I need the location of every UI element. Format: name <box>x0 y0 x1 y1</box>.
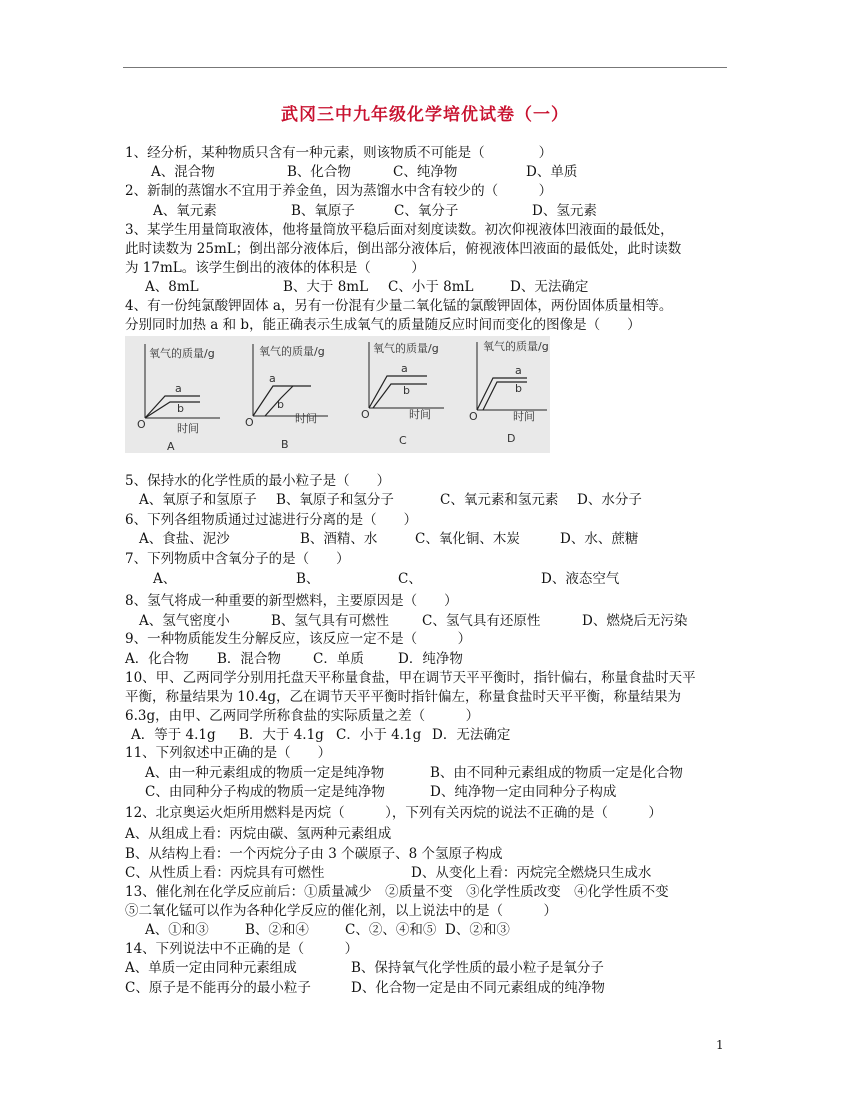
q1-option-d: D、单质 <box>526 164 578 180</box>
q8-option-a: A、氢气密度小 <box>139 613 230 629</box>
q12-option-a: A、从组成上看：丙烷由碳、氢两种元素组成 <box>125 826 392 842</box>
graph-b-curve-b: b <box>277 398 284 411</box>
q3-option-c: C、小于 8mL <box>388 279 474 295</box>
q1-option-c: C、纯净物 <box>393 164 458 180</box>
question-1-stem: 1、经分析，某种物质只含有一种元素，则该物质不可能是（ ） <box>125 145 553 161</box>
graph-d-curve-b: b <box>515 382 522 395</box>
question-2-stem: 2、新制的蒸馏水不宜用于养金鱼，因为蒸馏水中含有较少的（ ） <box>125 183 553 199</box>
graph-a-label: A <box>167 440 175 453</box>
graph-b-xlabel: 时间 <box>295 412 317 425</box>
q7-option-a: A、 <box>153 571 177 587</box>
q1-option-a: A、混合物 <box>151 164 215 180</box>
q10-option-b: B．大于 4.1g <box>239 727 324 743</box>
q8-option-c: C、氢气具有还原性 <box>422 613 541 629</box>
q4-graph-a <box>125 336 225 453</box>
q10-option-a: A．等于 4.1g <box>131 727 216 743</box>
q10-option-c: C．小于 4.1g <box>336 727 422 743</box>
q14-option-a: A、单质一定由同种元素组成 <box>125 960 297 976</box>
q2-option-c: C、氧分子 <box>394 203 459 219</box>
question-11-stem: 11、下列叙述中正确的是（ ） <box>125 745 332 761</box>
q8-option-b: B、氢气具有可燃性 <box>271 613 389 629</box>
question-3-line-2: 此时读数为 25mL；倒出部分液体后，倒出部分液体后，俯视液体凹液面的最低处，此时读数 <box>125 241 682 257</box>
graph-c-curve-b: b <box>403 384 410 397</box>
question-14-stem: 14、下列说法中不正确的是（ ） <box>125 941 359 957</box>
q5-option-a: A、氧原子和氢原子 <box>139 492 257 508</box>
graph-d-ylabel: 氧气的质量/g <box>483 340 549 353</box>
question-13-line-1: 13、催化剂在化学反应前后：①质量减少 ②质量不变 ③化学性质改变 ④化学性质不变 <box>125 884 669 900</box>
q5-option-d: D、水分子 <box>577 492 642 508</box>
q9-option-d: D．纯净物 <box>398 651 463 667</box>
question-13-line-2: ⑤二氧化锰可以作为各种化学反应的催化剂，以上说法中的是（ ） <box>125 903 557 919</box>
q12-option-b: B、从结构上看：一个丙烷分子由 3 个碳原子、8 个氢原子构成 <box>125 846 503 862</box>
q6-option-b: B、酒精、水 <box>300 531 378 547</box>
q4-graph-d <box>455 336 550 453</box>
q5-option-b: B、氧原子和氢分子 <box>276 492 394 508</box>
q9-option-b: B．混合物 <box>217 651 281 667</box>
q6-option-c: C、氧化铜、木炭 <box>415 531 520 547</box>
question-4-line-2: 分别同时加热 a 和 b，能正确表示生成氧气的质量随反应时间而变化的图像是（ ） <box>125 317 641 333</box>
q6-option-a: A、食盐、泥沙 <box>139 531 230 547</box>
q5-option-c: C、氧元素和氢元素 <box>440 492 559 508</box>
question-3-line-3: 为 17mL。该学生倒出的液体的体积是（ ） <box>125 260 425 276</box>
q6-option-d: D、水、蔗糖 <box>560 531 639 547</box>
question-7-stem: 7、下列物质中含氧分子的是（ ） <box>125 551 350 567</box>
graph-c-label: C <box>399 434 407 447</box>
graph-b-origin: O <box>245 416 254 429</box>
graph-a-xlabel: 时间 <box>177 422 199 435</box>
graph-c-xlabel: 时间 <box>409 408 431 421</box>
q9-option-a: A．化合物 <box>125 651 189 667</box>
question-6-stem: 6、下列各组物质通过过滤进行分离的是（ ） <box>125 512 418 528</box>
graph-b-curve-a: a <box>269 372 276 385</box>
q1-option-b: B、化合物 <box>287 164 351 180</box>
q11-option-d: D、纯净物一定由同种分子构成 <box>430 784 617 800</box>
q14-option-b: B、保持氧气化学性质的最小粒子是氧分子 <box>351 960 604 976</box>
graph-b-ylabel: 氧气的质量/g <box>259 345 325 358</box>
question-8-stem: 8、氢气将成一种重要的新型燃料，主要原因是（ ） <box>125 593 458 609</box>
question-10-line-3: 6.3g，由甲、乙两同学所称食盐的实际质量之差（ ） <box>125 708 480 724</box>
question-10-line-1: 10、甲、乙两同学分别用托盘天平称量食盐，甲在调节天平平衡时，指针偏右，称量食盐时天平 <box>125 670 696 686</box>
q2-option-b: B、氧原子 <box>291 203 355 219</box>
q11-option-a: A、由一种元素组成的物质一定是纯净物 <box>145 765 385 781</box>
q13-option-d: D、②和③ <box>445 922 510 938</box>
q3-option-a: A、8mL <box>145 279 199 295</box>
question-3-line-1: 3、某学生用量筒取液体，他将量筒放平稳后面对刻度读数。初次仰视液体凹液面的最低处， <box>125 222 674 238</box>
q14-option-c: C、原子是不能再分的最小粒子 <box>125 980 311 996</box>
q10-option-d: D．无法确定 <box>432 727 511 743</box>
q12-option-c: C、从性质上看：丙烷具有可燃性 <box>125 865 325 881</box>
q13-option-b: B、②和④ <box>245 922 309 938</box>
graph-d-origin: O <box>469 410 478 423</box>
graph-b-label: B <box>281 438 289 451</box>
page-title: 武冈三中九年级化学培优试卷（一） <box>281 105 569 125</box>
graph-a-curve-a: a <box>175 382 182 395</box>
q9-option-c: C．单质 <box>313 651 364 667</box>
question-4-line-1: 4、有一份纯氯酸钾固体 a，另有一份混有少量二氧化锰的氯酸钾固体，两份固体质量相等。 <box>125 298 673 314</box>
q8-option-d: D、燃烧后无污染 <box>582 613 688 629</box>
question-5-stem: 5、保持水的化学性质的最小粒子是（ ） <box>125 473 391 489</box>
q2-option-d: D、氢元素 <box>532 203 597 219</box>
q4-graph-c <box>347 336 447 453</box>
q14-option-d: D、化合物一定是由不同元素组成的纯净物 <box>351 980 605 996</box>
graph-a-origin: O <box>137 418 146 431</box>
q4-graph-options <box>125 336 550 453</box>
q7-option-c: C、 <box>398 571 422 587</box>
q11-option-c: C、由同种分子构成的物质一定是纯净物 <box>145 784 385 800</box>
graph-c-origin: O <box>361 408 370 421</box>
q13-option-a: A、①和③ <box>145 922 209 938</box>
question-12-stem: 12、北京奥运火炬所用燃料是丙烷（ ），下列有关丙烷的说法不正确的是（ ） <box>125 805 662 821</box>
q2-option-a: A、氧元素 <box>153 203 217 219</box>
header-rule <box>123 67 727 68</box>
graph-d-curve-a: a <box>515 364 522 377</box>
q7-option-d: D、液态空气 <box>541 571 620 587</box>
question-9-stem: 9、一种物质能发生分解反应，该反应一定不是（ ） <box>125 631 472 647</box>
graph-a-ylabel: 氧气的质量/g <box>149 347 215 360</box>
q3-option-d: D、无法确定 <box>510 279 589 295</box>
q3-option-b: B、大于 8mL <box>283 279 369 295</box>
q12-option-d: D、从变化上看：丙烷完全燃烧只生成水 <box>411 865 652 881</box>
graph-d-label: D <box>507 432 516 445</box>
graph-d-xlabel: 时间 <box>513 410 535 423</box>
q11-option-b: B、由不同种元素组成的物质一定是化合物 <box>430 765 683 781</box>
q13-option-c: C、②、④和⑤ <box>345 922 437 938</box>
graph-c-ylabel: 氧气的质量/g <box>373 342 439 355</box>
graph-c-curve-a: a <box>401 362 408 375</box>
question-10-line-2: 平衡，称量结果为 10.4g，乙在调节天平平衡时指针偏左，称量食盐时天平平衡，称量结果为 <box>125 689 681 705</box>
page-number: 1 <box>716 1038 724 1052</box>
q4-graph-b <box>233 336 333 453</box>
graph-a-curve-b: b <box>177 402 184 415</box>
q7-option-b: B、 <box>296 571 320 587</box>
